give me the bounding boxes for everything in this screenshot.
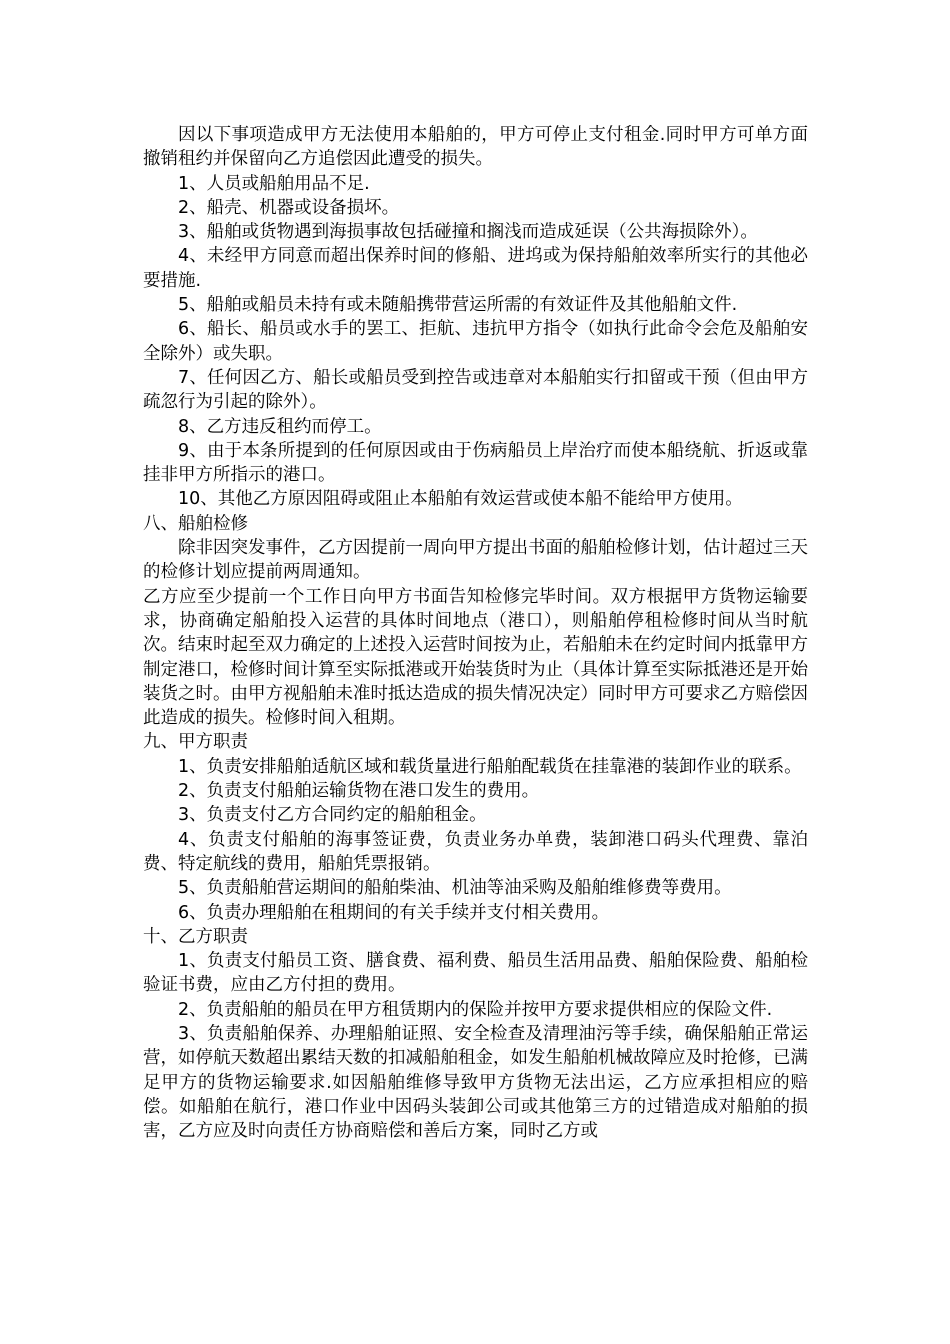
paragraph-intro: 因以下事项造成甲方无法使用本船舶的，甲方可停止支付租金.同时甲方可单方面撤销租约并保留向乙方追偿因此遭受的损失。 (143, 125, 808, 170)
list-item: 1、负责支付船员工资、膳食费、福利费、船员生活用品费、船舶保险费、船舶检验证书费，应由乙方付担的费用。 (143, 951, 808, 996)
list-item: 7、任何因乙方、船长或船员受到控告或违章对本船舶实行扣留或干预（但由甲方疏忽行为引起的除外）。 (143, 367, 808, 413)
list-item: 4、未经甲方同意而超出保养时间的修船、进坞或为保持船舶效率所实行的其他必要措施. (143, 246, 808, 291)
list-item: 9、由于本条所提到的任何原因或由于伤病船员上岸治疗而使本船绕航、折返或靠挂非甲方所指示的港口。 (143, 440, 808, 486)
section-heading: 八、船舶检修 (143, 513, 248, 534)
list-item: 5、负责船舶营运期间的船舶柴油、机油等油采购及船舶维修费等费用。 (178, 878, 732, 899)
list-item: 8、乙方违反租约而停工。 (178, 416, 382, 437)
section-heading: 十、乙方职责 (143, 926, 248, 947)
list-item: 4、负责支付船舶的海事签证费，负责业务办单费，装卸港口码头代理费、靠泊费、特定航线的费用，船舶凭票报销。 (143, 829, 808, 874)
list-item: 3、负责支付乙方合同约定的船舶租金。 (178, 805, 487, 826)
list-item: 2、负责船舶的船员在甲方租赁期内的保险并按甲方要求提供相应的保险文件. (178, 999, 773, 1020)
section-heading: 九、甲方职责 (143, 732, 248, 753)
document-body (143, 123, 808, 1143)
list-item: 6、船长、船员或水手的罢工、拒航、违抗甲方指令（如执行此命令会危及船舶安全除外）或失职。 (143, 319, 808, 364)
list-item: 5、船舶或船员未持有或未随船携带营运所需的有效证件及其他船舶文件. (178, 295, 738, 316)
list-item: 10、其他乙方原因阻碍或阻止本船舶有效运营或使本船不能给甲方使用。 (178, 489, 743, 510)
list-item: 1、人员或船舶用品不足. (178, 173, 370, 194)
paragraph: 乙方应至少提前一个工作日向甲方书面告知检修完毕时间。双方根据甲方货物运输要求，协商确定船舶投入运营的具体时间地点（港口），则船舶停租检修时间从当时航次。结束时起至双力确定的上述投入运营时间按为止，若船舶未在约定时间内抵靠甲方制定港口，检修时间计算至实际抵港或开始装货时为止（具体计算至实际抵港还是开始装货之时。由甲方视船舶未准时抵达造成的损失情况决定）同时甲方可要求乙方赔偿因此造成的损失。检修时间入租期。 (143, 586, 808, 729)
list-item: 3、船舶或货物遇到海损事故包括碰撞和搁浅而造成延误（公共海损除外）。 (178, 222, 758, 243)
list-item: 6、负责办理船舶在租期间的有关手续并支付相关费用。 (178, 902, 610, 923)
list-item: 2、船壳、机器或设备损坏。 (178, 197, 400, 218)
list-item: 2、负责支付船舶运输货物在港口发生的费用。 (178, 781, 540, 802)
list-item: 3、负责船舶保养、办理船舶证照、安全检查及清理油污等手续，确保船舶正常运营，如停航天数超出累结天数的扣减船舶租金，如发生船舶机械故障应及时抢修，已满足甲方的货物运输要求.如因船舶维修导致甲方货物无法出运，乙方应承担相应的赔偿。如船舶在航行，港口作业中因码头装卸公司或其他第三方的过错造成对船舶的损害，乙方应及时向责任方协商赔偿和善后方案，同时乙方或 (143, 1023, 808, 1142)
paragraph: 除非因突发事件，乙方因提前一周向甲方提出书面的船舶检修计划，估计超过三天的检修计划应提前两周通知。 (143, 538, 808, 583)
list-item: 1、负责安排船舶适航区域和载货量进行船舶配载货在挂靠港的装卸作业的联系。 (178, 756, 802, 777)
